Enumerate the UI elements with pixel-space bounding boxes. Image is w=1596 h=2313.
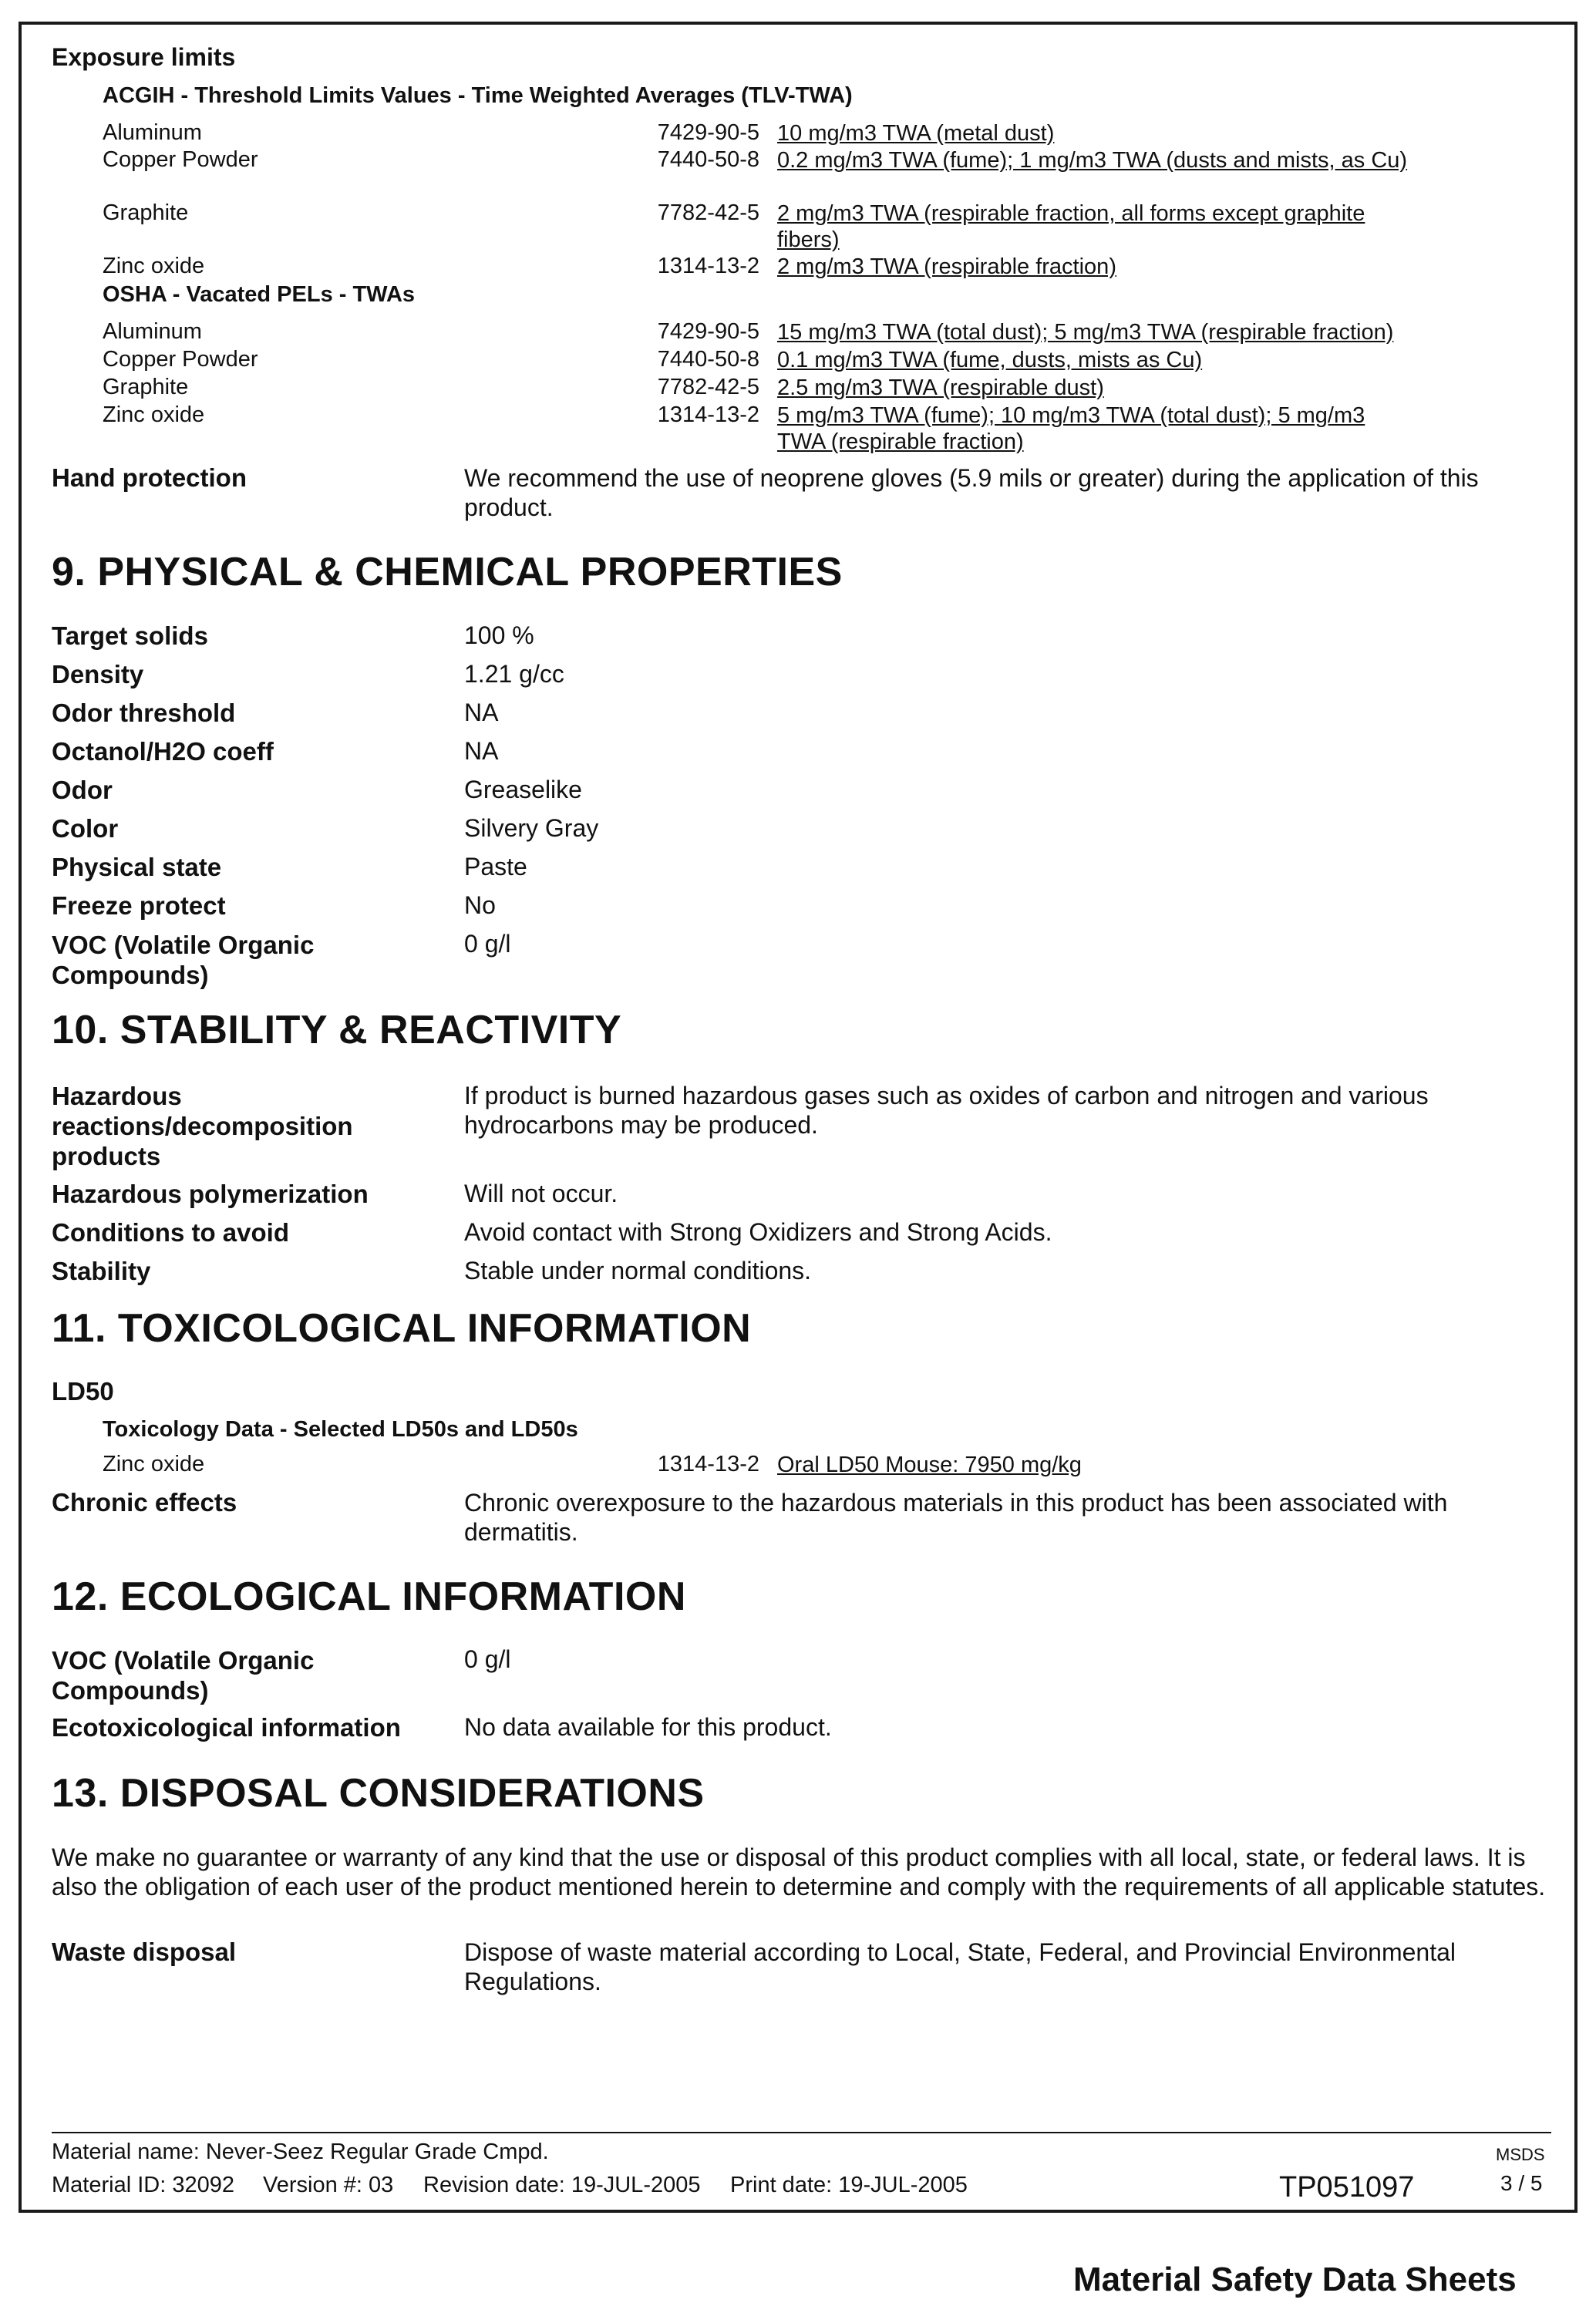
- acgih-title: ACGIH - Threshold Limits Values - Time Weighted Averages (TLV-TWA): [103, 83, 853, 108]
- waste-disposal-label: Waste disposal: [52, 1938, 237, 1966]
- property-value: Greaselike: [464, 776, 582, 803]
- section-13-heading: 13. DISPOSAL CONSIDERATIONS: [52, 1771, 705, 1816]
- toxicology-cas: 1314-13-2: [657, 1452, 759, 1476]
- property-label: Octanol/H2O coeff: [52, 737, 274, 766]
- footer-print-date: Print date: 19-JUL-2005: [730, 2173, 968, 2197]
- footer-material-id: Material ID: 32092: [52, 2173, 234, 2197]
- acgih-limit: 10 mg/m3 TWA (metal dust): [777, 121, 1055, 146]
- property-label: VOC (Volatile Organic Compounds): [52, 931, 315, 989]
- section-10-heading: 10. STABILITY & REACTIVITY: [52, 1008, 622, 1052]
- property-label: Odor: [52, 776, 113, 804]
- osha-component: Aluminum: [103, 319, 202, 344]
- chronic-effects-value: Chronic overexposure to the hazardous materials in this product has been associated with dermatitis.: [464, 1489, 1448, 1546]
- property-value: NA: [464, 737, 499, 765]
- reactivity-value: Avoid contact with Strong Oxidizers and Strong Acids.: [464, 1218, 1052, 1246]
- toxicology-title: Toxicology Data - Selected LD50s and LD50s: [103, 1417, 578, 1442]
- footer-msds-label: MSDS: [1496, 2145, 1545, 2164]
- hand-protection-value: We recommend the use of neoprene gloves (5.9 mils or greater) during the application of this product.: [464, 464, 1479, 521]
- acgih-limit: 2 mg/m3 TWA (respirable fraction, all forms except graphite fibers): [777, 201, 1365, 252]
- toxicology-value: Oral LD50 Mouse: 7950 mg/kg: [777, 1453, 1082, 1477]
- osha-cas: 7440-50-8: [657, 347, 759, 372]
- exposure-limits-title: Exposure limits: [52, 43, 236, 71]
- acgih-cas: 1314-13-2: [657, 254, 759, 278]
- acgih-component: Copper Powder: [103, 147, 258, 172]
- property-label: Color: [52, 814, 119, 843]
- reactivity-label: Hazardous polymerization: [52, 1180, 369, 1208]
- reactivity-value: Stable under normal conditions.: [464, 1257, 812, 1284]
- reactivity-label: Stability: [52, 1257, 151, 1285]
- ecological-value: 0 g/l: [464, 1645, 511, 1673]
- property-value: Paste: [464, 853, 527, 880]
- footer-rule: [52, 2132, 1551, 2133]
- reactivity-value: If product is burned hazardous gases such as oxides of carbon and nitrogen and various hydrocarbons may be produced.: [464, 1082, 1429, 1139]
- property-value: 1.21 g/cc: [464, 660, 564, 688]
- footer-page-number: 3 / 5: [1500, 2171, 1543, 2195]
- osha-cas: 1314-13-2: [657, 402, 759, 427]
- property-label: Physical state: [52, 853, 222, 881]
- ecological-label: VOC (Volatile Organic Compounds): [52, 1646, 315, 1705]
- osha-limit: 5 mg/m3 TWA (fume); 10 mg/m3 TWA (total dust); 5 mg/m3 TWA (respirable fraction): [777, 403, 1365, 454]
- reactivity-label: Hazardous reactions/decomposition products: [52, 1082, 353, 1170]
- property-label: Odor threshold: [52, 699, 236, 727]
- ld50-label: LD50: [52, 1377, 114, 1406]
- property-value: 100 %: [464, 621, 534, 649]
- property-label: Density: [52, 660, 144, 689]
- osha-limit: 0.1 mg/m3 TWA (fume, dusts, mists as Cu): [777, 348, 1203, 372]
- osha-title: OSHA - Vacated PELs - TWAs: [103, 282, 416, 307]
- property-value: 0 g/l: [464, 930, 511, 958]
- osha-component: Graphite: [103, 375, 189, 399]
- acgih-limit: 2 mg/m3 TWA (respirable fraction): [777, 254, 1116, 279]
- acgih-cas: 7429-90-5: [657, 120, 759, 145]
- footer-revision-date: Revision date: 19-JUL-2005: [423, 2173, 701, 2197]
- acgih-cas: 7440-50-8: [657, 147, 759, 172]
- acgih-limit: 0.2 mg/m3 TWA (fume); 1 mg/m3 TWA (dusts and mists, as Cu): [777, 148, 1408, 173]
- reactivity-label: Conditions to avoid: [52, 1218, 289, 1247]
- acgih-component: Aluminum: [103, 120, 202, 145]
- osha-component: Copper Powder: [103, 347, 258, 372]
- property-value: Silvery Gray: [464, 814, 599, 842]
- footer-document-code: TP051097: [1279, 2171, 1415, 2204]
- osha-cas: 7429-90-5: [657, 319, 759, 344]
- disposal-paragraph: We make no guarantee or warranty of any kind that the use or disposal of this product complies with all local, state, or federal laws. It is also the obligation of each user of the product mentioned herein to determine and comply with the requirements of all applicable statutes.: [52, 1843, 1546, 1901]
- footer-version: Version #: 03: [263, 2173, 394, 2197]
- footer-material-name: Material name: Never-Seez Regular Grade Cmpd.: [52, 2140, 549, 2164]
- toxicology-component: Zinc oxide: [103, 1452, 205, 1476]
- waste-disposal-value: Dispose of waste material according to Local, State, Federal, and Provincial Environmental Regulations.: [464, 1938, 1456, 1995]
- osha-limit: 2.5 mg/m3 TWA (respirable dust): [777, 375, 1104, 400]
- property-label: Freeze protect: [52, 891, 226, 920]
- acgih-component: Zinc oxide: [103, 254, 205, 278]
- ecological-label: Ecotoxicological information: [52, 1713, 401, 1742]
- hand-protection-label: Hand protection: [52, 463, 247, 492]
- ecological-value: No data available for this product.: [464, 1713, 832, 1741]
- section-9-heading: 9. PHYSICAL & CHEMICAL PROPERTIES: [52, 550, 843, 594]
- osha-limit: 15 mg/m3 TWA (total dust); 5 mg/m3 TWA (respirable fraction): [777, 320, 1394, 345]
- osha-component: Zinc oxide: [103, 402, 205, 427]
- osha-cas: 7782-42-5: [657, 375, 759, 399]
- property-value: NA: [464, 699, 499, 726]
- property-label: Target solids: [52, 621, 208, 650]
- reactivity-value: Will not occur.: [464, 1180, 618, 1207]
- acgih-component: Graphite: [103, 200, 189, 225]
- acgih-cas: 7782-42-5: [657, 200, 759, 225]
- bottom-title: Material Safety Data Sheets: [1073, 2261, 1517, 2298]
- section-11-heading: 11. TOXICOLOGICAL INFORMATION: [52, 1306, 752, 1351]
- property-value: No: [464, 891, 496, 919]
- chronic-effects-label: Chronic effects: [52, 1488, 237, 1517]
- section-12-heading: 12. ECOLOGICAL INFORMATION: [52, 1574, 686, 1619]
